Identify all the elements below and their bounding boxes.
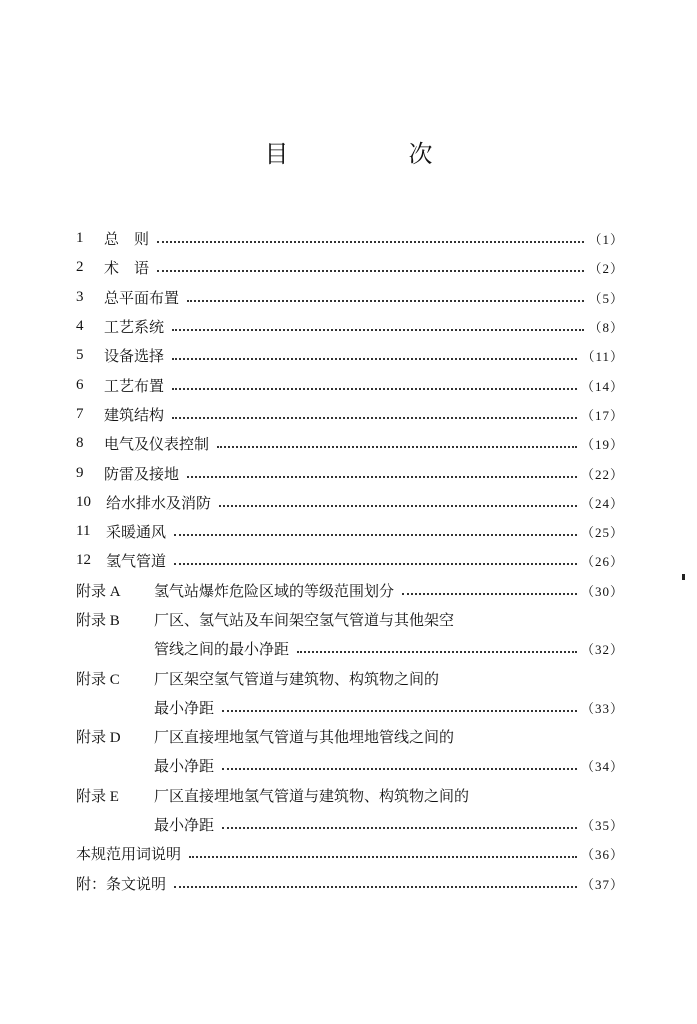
dot-leader <box>187 475 577 478</box>
entry-page: （34） <box>580 759 624 775</box>
entry-title: 总 则 <box>104 230 150 249</box>
toc-entry-6[interactable] <box>76 370 624 399</box>
toc-entry-appendix-a[interactable] <box>76 576 624 605</box>
dot-leader <box>174 533 577 536</box>
dot-leader <box>174 562 577 565</box>
entry-title: 术 语 <box>104 259 150 278</box>
dot-leader <box>187 299 584 302</box>
entry-page: （25） <box>580 525 624 541</box>
entry-number: 3 <box>76 288 84 305</box>
scan-mark <box>682 574 685 580</box>
entry-title: 工艺系统 <box>104 318 165 337</box>
entry-page: （17） <box>580 407 624 423</box>
entry-number: 9 <box>76 464 84 481</box>
toc-entry-appendix-c[interactable] <box>76 663 624 692</box>
entry-page: （5） <box>588 290 624 306</box>
dot-leader <box>172 357 577 360</box>
dot-leader <box>297 650 577 653</box>
entry-title: 厂区直接埋地氢气管道与建筑物、构筑物之间的 <box>154 786 470 805</box>
entry-page: （30） <box>580 583 624 599</box>
dot-leader <box>157 269 584 272</box>
entry-number: 10 <box>76 493 91 510</box>
entry-title: 厂区架空氢气管道与建筑物、构筑物之间的 <box>154 669 440 688</box>
entry-number: 5 <box>76 347 84 364</box>
entry-number: 12 <box>76 552 91 569</box>
dot-leader <box>189 855 577 858</box>
page-title: 目 次 <box>264 140 481 168</box>
dot-leader <box>172 416 577 419</box>
dot-leader <box>174 885 577 888</box>
dot-leader <box>157 240 584 243</box>
dot-leader <box>222 767 577 770</box>
toc-entry-2[interactable] <box>76 253 624 282</box>
toc-entry-1[interactable] <box>76 224 624 253</box>
toc-entry-7[interactable] <box>76 400 624 429</box>
dot-leader <box>219 504 577 507</box>
entry-title: 最小净距 <box>154 698 215 717</box>
toc-entry-appendix-e[interactable] <box>76 781 624 810</box>
table-of-contents <box>76 224 624 898</box>
dot-leader <box>222 709 577 712</box>
entry-title: 工艺布置 <box>104 376 165 395</box>
entry-title: 最小净距 <box>154 816 215 835</box>
dot-leader <box>222 826 577 829</box>
entry-number: 2 <box>76 259 84 276</box>
dot-leader <box>217 445 577 448</box>
toc-entry-appendix-e-cont[interactable] <box>76 810 624 839</box>
entry-number: 附录 D <box>76 730 121 747</box>
entry-page: （36） <box>580 847 624 863</box>
entry-page: （22） <box>580 466 624 482</box>
entry-title: 防雷及接地 <box>104 464 180 483</box>
entry-title: 总平面布置 <box>104 288 180 307</box>
dot-leader <box>172 328 584 331</box>
entry-page: （35） <box>580 818 624 834</box>
entry-title: 最小净距 <box>154 757 215 776</box>
entry-page: （33） <box>580 700 624 716</box>
entry-page: （14） <box>580 378 624 394</box>
toc-entry-appendix-b-cont[interactable] <box>76 634 624 663</box>
entry-title: 给水排水及消防 <box>106 493 212 512</box>
entry-number: 8 <box>76 435 84 452</box>
entry-title: 附：条文说明 <box>76 874 167 893</box>
toc-entry-4[interactable] <box>76 312 624 341</box>
entry-page: （19） <box>580 437 624 453</box>
entry-number: 4 <box>76 318 84 335</box>
entry-page: （37） <box>580 876 624 892</box>
entry-number: 附录 C <box>76 671 120 688</box>
entry-title: 氢气站爆炸危险区域的等级范围划分 <box>154 581 395 600</box>
entry-title: 建筑结构 <box>104 405 165 424</box>
dot-leader <box>172 387 577 390</box>
entry-page: （11） <box>581 349 624 365</box>
toc-entry-10[interactable] <box>76 488 624 517</box>
entry-page: （32） <box>580 642 624 658</box>
entry-title: 本规范用词说明 <box>76 845 182 864</box>
toc-entry-appendix-c-cont[interactable] <box>76 693 624 722</box>
entry-page: （26） <box>580 554 624 570</box>
entry-number: 6 <box>76 376 84 393</box>
toc-entry-5[interactable] <box>76 341 624 370</box>
entry-title: 厂区、氢气站及车间架空氢气管道与其他架空 <box>154 611 455 629</box>
toc-entry-12[interactable] <box>76 546 624 575</box>
toc-entry-11[interactable] <box>76 517 624 546</box>
toc-entry-appendix-b[interactable] <box>76 605 624 634</box>
entry-page: （1） <box>588 232 624 248</box>
entry-page: （2） <box>588 261 624 277</box>
entry-title: 设备选择 <box>104 347 165 366</box>
entry-number: 11 <box>76 523 91 540</box>
toc-entry-appendix-d-cont[interactable] <box>76 751 624 780</box>
entry-number: 7 <box>76 405 84 422</box>
entry-title: 采暖通风 <box>106 523 167 542</box>
entry-page: （8） <box>588 320 624 336</box>
entry-page: （24） <box>580 495 624 511</box>
toc-entry-terms-explanation[interactable] <box>76 839 624 868</box>
toc-entry-3[interactable] <box>76 283 624 312</box>
toc-entry-8[interactable] <box>76 429 624 458</box>
entry-title: 厂区直接埋地氢气管道与其他埋地管线之间的 <box>154 728 455 747</box>
entry-number: 附录 E <box>76 788 119 805</box>
entry-number: 1 <box>76 230 84 247</box>
entry-title: 氢气管道 <box>106 552 167 571</box>
toc-entry-appendix-d[interactable] <box>76 722 624 751</box>
entry-number: 附录 B <box>76 613 120 629</box>
entry-number: 附录 A <box>76 583 121 600</box>
toc-entry-9[interactable] <box>76 458 624 487</box>
entry-title: 电气及仪表控制 <box>104 435 210 454</box>
dot-leader <box>402 592 577 595</box>
entry-title: 管线之间的最小净距 <box>154 640 290 659</box>
toc-entry-clause-explanation[interactable] <box>76 869 624 898</box>
